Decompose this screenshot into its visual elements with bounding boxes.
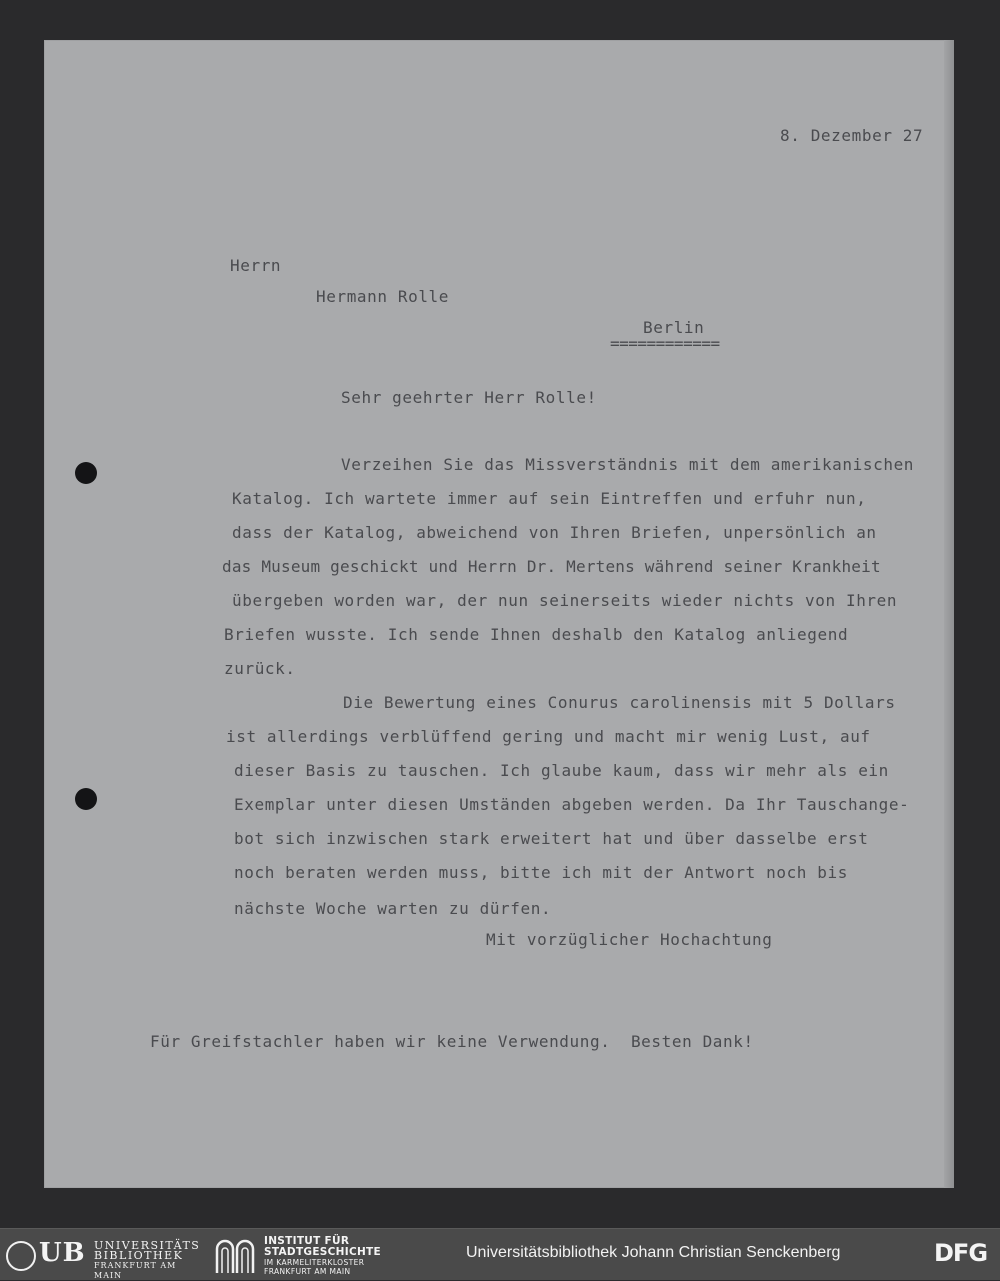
body-line: das Museum geschickt und Herrn Dr. Mertens während seiner Krankheit bbox=[222, 557, 881, 576]
recipient-title: Herrn bbox=[230, 256, 282, 275]
ub-logo[interactable] bbox=[6, 1238, 206, 1280]
ifs-logo[interactable] bbox=[214, 1235, 414, 1275]
dfg-logo[interactable]: DFG bbox=[934, 1239, 988, 1267]
ifs-logo-line: STADTGESCHICHTE bbox=[264, 1246, 381, 1258]
body-line: dieser Basis zu tauschen. Ich glaube kaum, dass wir mehr als ein bbox=[234, 761, 889, 780]
portrait-medallion-icon bbox=[6, 1241, 36, 1271]
body-line: bot sich inzwischen stark erweitert hat und über dasselbe erst bbox=[234, 829, 869, 848]
ub-logo-line: BIBLIOTHEK bbox=[94, 1249, 184, 1262]
body-line: Briefen wusste. Ich sende Ihnen deshalb den Katalog anliegend bbox=[224, 625, 849, 644]
body-line: Die Bewertung eines Conurus carolinensis mit 5 Dollars bbox=[343, 693, 896, 712]
body-line: Katalog. Ich wartete immer auf sein Eintreffen und erfuhr nun, bbox=[232, 489, 867, 508]
ifs-logo-line: FRANKFURT AM MAIN bbox=[264, 1267, 351, 1276]
page-edge bbox=[944, 40, 954, 1188]
body-line: dass der Katalog, abweichend von Ihren Briefen, unpersönlich an bbox=[232, 523, 877, 542]
ub-logo-line: FRANKFURT AM MAIN bbox=[94, 1261, 177, 1280]
body-line: Verzeihen Sie das Missverständnis mit dem amerikanischen bbox=[341, 455, 915, 474]
arches-icon bbox=[214, 1237, 256, 1273]
footer-title[interactable]: Universitätsbibliothek Johann Christian Senckenberg bbox=[466, 1244, 841, 1261]
letter-date: 8. Dezember 27 bbox=[780, 126, 924, 145]
body-line: nächste Woche warten zu dürfen. bbox=[234, 899, 552, 918]
body-line: ist allerdings verblüffend gering und macht mir wenig Lust, auf bbox=[226, 727, 871, 746]
body-line: zurück. bbox=[224, 659, 296, 678]
ifs-logo-line: INSTITUT FÜR bbox=[264, 1235, 350, 1247]
ub-logo-text bbox=[94, 1241, 206, 1281]
postscript: Für Greifstachler haben wir keine Verwendung. Besten Dank! bbox=[150, 1032, 754, 1051]
body-line: Exemplar unter diesen Umständen abgeben werden. Da Ihr Tauschange- bbox=[234, 795, 910, 814]
ifs-logo-line: IM KARMELITERKLOSTER bbox=[264, 1258, 365, 1267]
punch-hole-lower bbox=[75, 788, 97, 810]
body-line: übergeben worden war, der nun seinerseits wieder nichts von Ihren bbox=[232, 591, 898, 610]
punch-hole-upper bbox=[75, 462, 97, 484]
recipient-city: Berlin bbox=[643, 318, 705, 337]
closing: Mit vorzüglicher Hochachtung bbox=[486, 930, 773, 949]
letter-page bbox=[44, 40, 952, 1188]
ub-logo-line: UNIVERSITÄTS bbox=[94, 1239, 201, 1252]
greeting: Sehr geehrter Herr Rolle! bbox=[341, 388, 597, 407]
ifs-logo-text bbox=[264, 1236, 381, 1276]
city-underline: ============ bbox=[610, 334, 720, 353]
ub-logo-letters: UB bbox=[39, 1238, 86, 1268]
body-line: noch beraten werden muss, bitte ich mit der Antwort noch bis bbox=[234, 863, 848, 882]
recipient-name: Hermann Rolle bbox=[316, 287, 450, 306]
footer-bar bbox=[0, 1228, 1000, 1280]
